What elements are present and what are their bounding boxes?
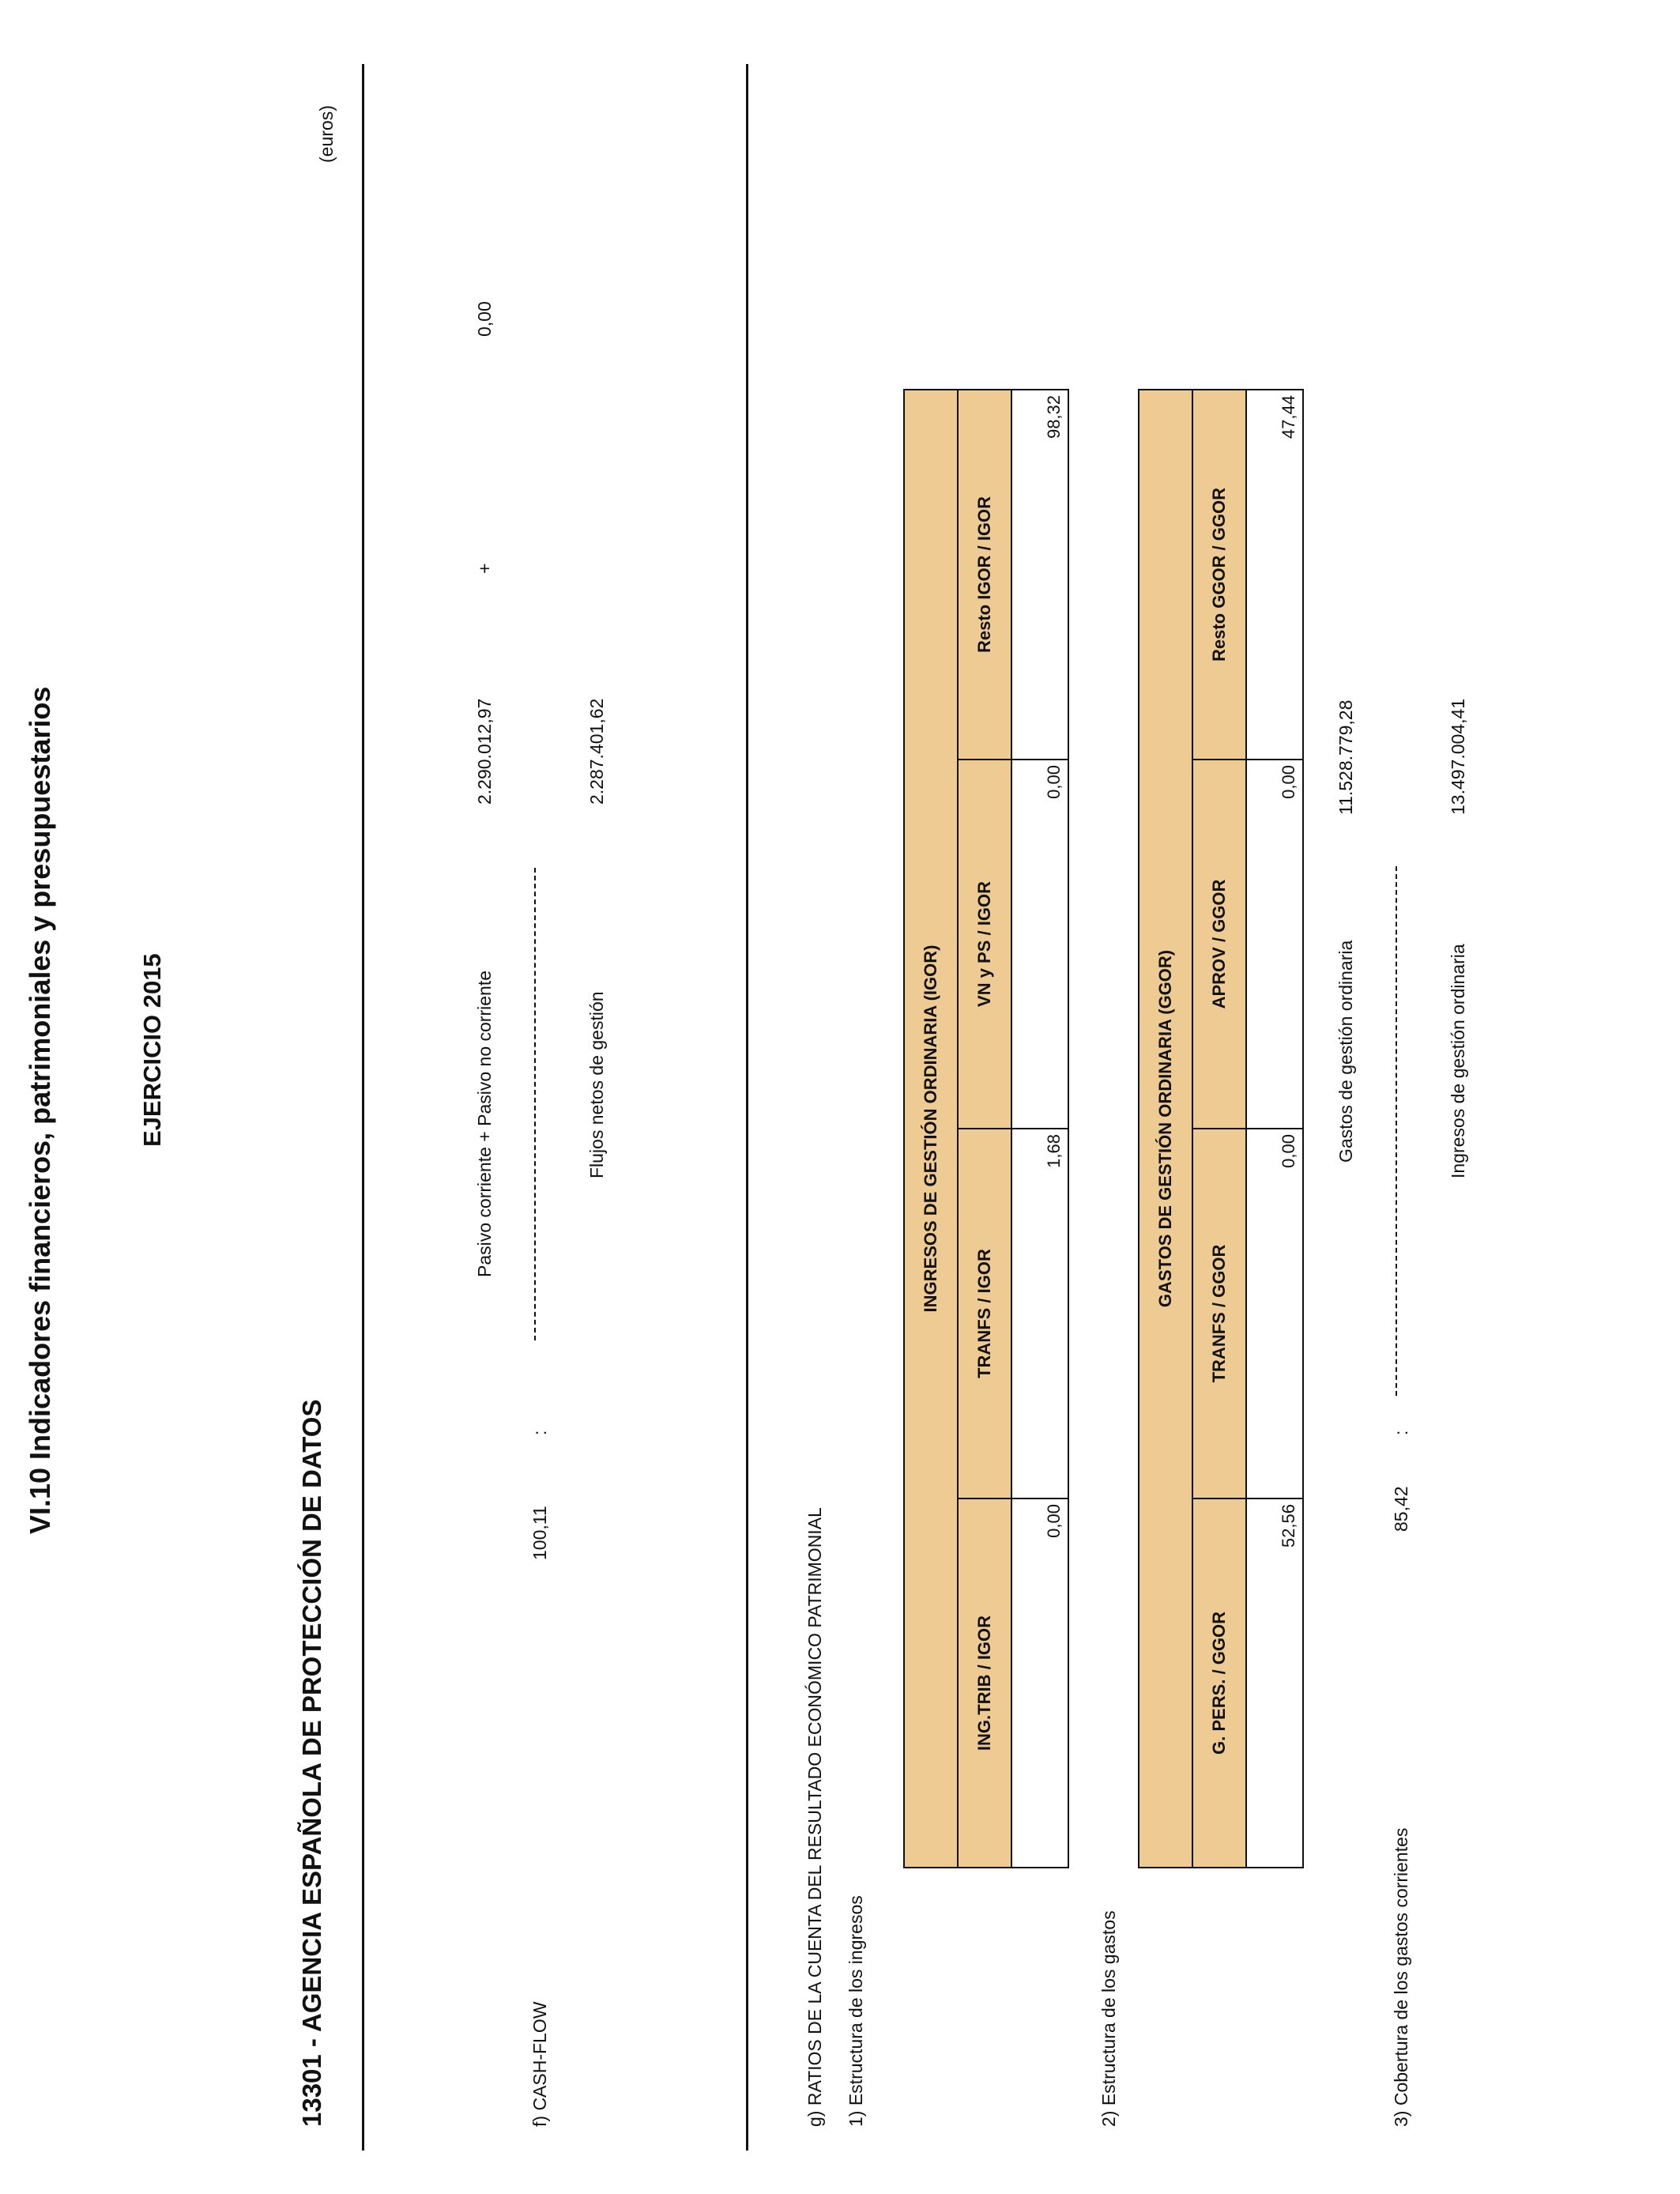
gastos-val-resto: 47,44 — [1246, 390, 1303, 760]
gastos-val-tranfs: 0,00 — [1246, 1129, 1303, 1498]
cobertura-colon: : — [1391, 1430, 1411, 1435]
gastos-structure-label: 2) Estructura de los gastos — [1098, 1910, 1119, 2127]
cashflow-denominator-value: 2.287.401,62 — [586, 698, 607, 805]
cashflow-numerator-value-2: 0,00 — [474, 301, 495, 337]
top-rule — [362, 64, 364, 2151]
cobertura-denominator-value: 13.497.004,41 — [1448, 698, 1468, 815]
report-title: VI.10 Indicadores financieros, patrimoniales y presupuestarios — [24, 686, 56, 1534]
cashflow-denominator-label: Flujos netos de gestión — [586, 991, 607, 1178]
ingresos-val-ing-trib: 0,00 — [1011, 1498, 1068, 1868]
gastos-table-title: GASTOS DE GESTIÓN ORDINARIA (GGOR) — [1139, 390, 1192, 1868]
ingresos-val-tranfs: 1,68 — [1011, 1129, 1068, 1498]
cashflow-numerator-value-1: 2.290.012,97 — [474, 698, 495, 805]
ingresos-table — [903, 389, 1069, 1868]
cobertura-label: 3) Cobertura de los gastos corrientes — [1391, 1827, 1411, 2127]
middle-rule — [746, 64, 748, 2151]
cashflow-numerator-label: Pasivo corriente + Pasivo no corriente — [474, 970, 495, 1277]
ingresos-col-resto: Resto IGOR / IGOR — [958, 390, 1011, 760]
ingresos-val-vn-ps: 0,00 — [1011, 760, 1068, 1129]
cobertura-numerator-label: Gastos de gestión ordinaria — [1335, 940, 1356, 1163]
gastos-col-tranfs: TRANFS / GGOR — [1192, 1129, 1246, 1498]
cobertura-numerator-value: 11.528.779,28 — [1335, 699, 1356, 815]
gastos-col-resto: Resto GGOR / GGOR — [1192, 390, 1246, 760]
gastos-table — [1138, 389, 1304, 1868]
cobertura-fraction-line — [1396, 866, 1397, 1396]
gastos-val-g-pers: 52,56 — [1246, 1498, 1303, 1868]
ingresos-table-title: INGRESOS DE GESTIÓN ORDINARIA (IGOR) — [904, 390, 958, 1868]
ingresos-col-vn-ps: VN y PS / IGOR — [958, 760, 1011, 1129]
ingresos-val-resto: 98,32 — [1011, 390, 1068, 760]
cobertura-value: 85,42 — [1391, 1486, 1411, 1532]
ingresos-col-tranfs: TRANFS / IGOR — [958, 1129, 1011, 1498]
gastos-val-aprov: 0,00 — [1246, 760, 1303, 1129]
exercise-year: EJERCICIO 2015 — [138, 953, 166, 1147]
currency-units: (euros) — [316, 105, 337, 163]
cashflow-colon: : — [529, 1430, 550, 1435]
gastos-col-aprov: APROV / GGOR — [1192, 760, 1246, 1129]
cobertura-denominator-label: Ingresos de gestión ordinaria — [1448, 944, 1468, 1178]
gastos-col-g-pers: G. PERS. / GGOR — [1192, 1498, 1246, 1868]
cashflow-fraction-line — [534, 868, 536, 1340]
cashflow-value: 100,11 — [529, 1506, 550, 1560]
entity-name: 13301 - AGENCIA ESPAÑOLA DE PROTECCIÓN DE DATOS — [297, 1399, 326, 2127]
cashflow-label: f) CASH-FLOW — [529, 2001, 550, 2127]
ingresos-structure-label: 1) Estructura de los ingresos — [846, 1895, 866, 2127]
cashflow-plus: + — [474, 563, 495, 574]
ingresos-col-ing-trib: ING.TRIB / IGOR — [958, 1498, 1011, 1868]
ratios-heading: g) RATIOS DE LA CUENTA DEL RESULTADO ECONÓMICO PATRIMONIAL — [804, 1507, 825, 2127]
